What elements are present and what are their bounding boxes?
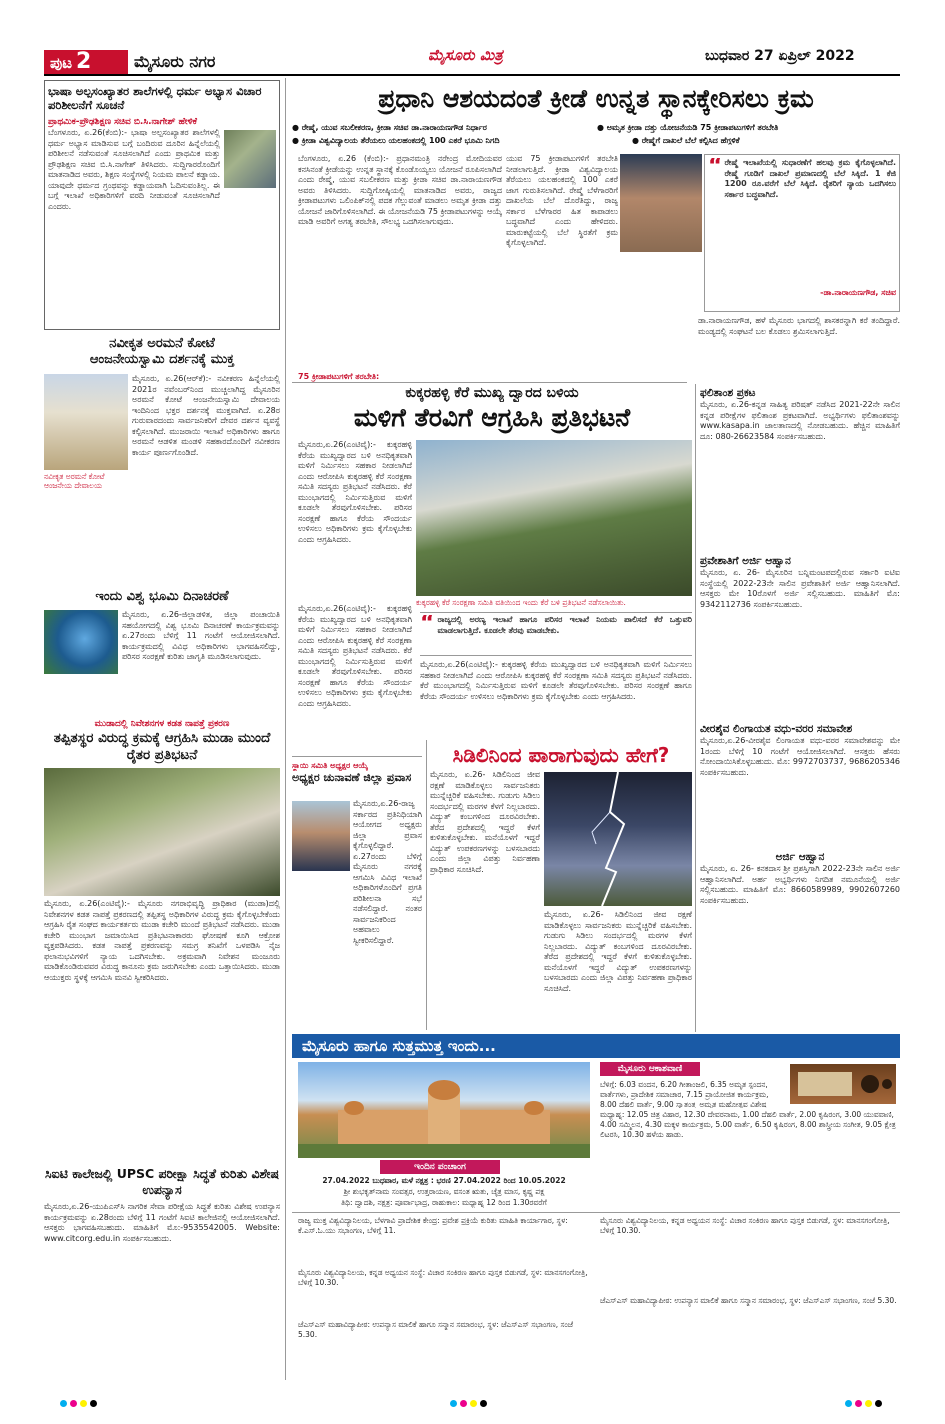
story-hanuman-temple [44, 336, 280, 586]
notice-body-matrimony: ಮೈಸೂರು,ಏ.26-ವೀರಶೈವ ಲಿಂಗಾಯತ ವಧು-ವರರ ಸಮಾವೇಶವನ್ನು ಮೇ 1ರಂದು ಬೆಳಿಗ್ಗೆ 10 ಗಂಟೆಗೆ ಆಯೋಜಿಸಲಾಗಿದೆ. ಆಸಕ್ತರು ಹೆಸರು ನೋಂದಾಯಿಸಿಕೊಳ್ಳಬಹುದು. ಮೊ: 9972703737, 9686205346 ಸಂಪರ್ಕಿಸಬಹುದು. [700, 736, 900, 777]
story-language-minority-schools [44, 80, 280, 330]
story-subheadline: ಪ್ರಾಥಮಿಕ-ಪ್ರೌಢಶಿಕ್ಷಣ ಸಚಿವ ಬಿ.ಸಿ.ನಾಗೇಶ್ ಹೇಳಿಕೆ [48, 117, 198, 127]
notice-body-application: ಮೈಸೂರು, ಏ. 26- ಕನಕದಾಸ ಶ್ರೀ ಪ್ರಶಸ್ತಿಗಾಗಿ 2022-23ನೇ ಸಾಲಿನ ಅರ್ಜಿ ಆಹ್ವಾನಿಸಲಾಗಿದೆ. ಅರ್ಹ ಅಭ್ಯರ್ಥಿಗಳು ನಿಗದಿತ ನಮೂನೆಯಲ್ಲಿ ಅರ್ಜಿ ಸಲ್ಲಿಸಬಹುದು. ಮಾಹಿತಿಗೆ ಮೊ: 8660589989, 9902607260 ಸಂಪರ್ಕಿಸಬಹುದು. [700, 864, 900, 905]
column-divider [695, 384, 696, 1032]
story-body: ಮೈಸೂರು,ಏ.26-ಯುಪಿಎಸ್‌ಸಿ ನಾಗರಿಕ ಸೇವಾ ಪರೀಕ್ಷೆಯ ಸಿದ್ಧತೆ ಕುರಿತು ವಿಶೇಷ ಉಪನ್ಯಾಸ ಕಾರ್ಯಕ್ರಮವನ್ನು ಏ.28ರಂದು ಬೆಳಿಗ್ಗೆ 11 ಗಂಟೆಗೆ ಸಿಐಟಿ ಕಾಲೇಜಿನಲ್ಲಿ ಆಯೋಜಿಸಲಾಗಿದೆ. ಆಸಕ್ತರು ಭಾಗವಹಿಸಬಹುದು. ಮಾಹಿತಿಗೆ ಮೊ:-9535542005. Website: www.citcorg.edu.in ಸಂಪರ್ಕಿಸಬಹುದು. [44, 1202, 280, 1243]
story-headline: ಅಧ್ಯಕ್ಷರ ಚುನಾವಣೆ ಜಿಲ್ಲಾ ಪ್ರವಾಸ [292, 771, 412, 784]
bullet-text: ಕ್ರೀಡಾ ವಿಶ್ವವಿದ್ಯಾಲಯ ತೆರೆಯಲು ಯಲಹಂಕದಲ್ಲಿ 100 ಎಕರೆ ಭೂಮಿ ನಿಗದಿ [301, 136, 500, 145]
story-lightning [430, 742, 692, 1032]
notices-column [700, 386, 900, 1032]
bullet-text: ರೇಷ್ಮೆಗೆ ದಾಖಲೆ ಬೆಲೆ ಕಲ್ಪಿಸಿದ ಹೆಗ್ಗಳಿಕೆ [641, 136, 740, 145]
lead-continuation: ಡಾ.ನಾರಾಯಣಗೌಡ, ಹಳೆ ಮೈಸೂರು ಭಾಗದಲ್ಲಿ ಶಾಸಕರನ್ನಾಗಿ ಕರೆ ತಂದಿದ್ದಾರೆ. ಮಂಡ್ಯದಲ್ಲಿ ಸಂಘಟನೆ ಬಲ ಕೊಡಲು ಶ್ರಮಿಸಲಾಗುತ್ತಿದೆ. [698, 316, 900, 336]
protest-kicker: ಕುಕ್ಕರಹಳ್ಳಿ ಕೆರೆ ಮುಖ್ಯ ದ್ವಾರದ ಬಳಿಯ [405, 385, 579, 401]
story-headline-line2: ಆಂಜನೇಯಸ್ವಾಮಿ ದರ್ಶನಕ್ಕೆ ಮುಕ್ತ [89, 352, 235, 367]
registration-marks-center [450, 1400, 487, 1407]
panchanga-line-2: ಶ್ರೀ ಶುಭಕೃತ್‌ನಾಮ ಸಂವತ್ಸರ, ಉತ್ತರಾಯಣ, ವಸಂತ ಋತು, ಚೈತ್ರ ಮಾಸ, ಕೃಷ್ಣ ಪಕ್ಷ [343, 1187, 545, 1196]
registration-marks-right [845, 1400, 882, 1407]
story-headline: ಸಿಡಿಲಿನಿಂದ ಪಾರಾಗುವುದು ಹೇಗೆ? [452, 743, 670, 767]
section-title: ಮೈಸೂರು ನಗರ [134, 52, 216, 71]
bullet-text: ಅಮೃತ ಕ್ರೀಡಾ ದತ್ತು ಯೋಜನೆಯಡಿ 75 ಕ್ರೀಡಾಪಟುಗಳಿಗೆ ತರಬೇತಿ [606, 123, 779, 132]
protest-headline: ಮಳಿಗೆ ತೆರವಿಗೆ ಆಗ್ರಹಿಸಿ ಪ್ರತಿಭಟನೆ [353, 403, 631, 432]
lead-bullets [292, 122, 900, 152]
story-headline: ಇಂದು ವಿಶ್ವ ಭೂಮಿ ದಿನಾಚರಣೆ [95, 589, 229, 604]
notice-body-admission: ಮೈಸೂರು, ಏ. 26- ಮೈಸೂರಿನ ಬನ್ನಿಮಂಟಪದಲ್ಲಿರುವ ಸರ್ಕಾರಿ ಐಟಿಐ ಸಂಸ್ಥೆಯಲ್ಲಿ 2022-23ನೇ ಸಾಲಿನ ಪ್ರವೇಶಾತಿಗೆ ಅರ್ಜಿ ಆಹ್ವಾನಿಸಲಾಗಿದೆ. ಆಸಕ್ತರು ಮೇ 10ರೊಳಗೆ ಅರ್ಜಿ ಸಲ್ಲಿಸಬಹುದು. ಮಾಹಿತಿಗೆ ಮೊ: 9342112736 ಸಂಪರ್ಕಿಸಬಹುದು. [700, 568, 900, 609]
protest-body-cont2: ಮೈಸೂರು,ಏ.26(ಎಂಟಿವೈ):- ಕುಕ್ಕರಹಳ್ಳಿ ಕೆರೆಯ ಮುಖ್ಯದ್ವಾರದ ಬಳಿ ಅನಧಿಕೃತವಾಗಿ ಮಳಿಗೆ ನಿರ್ಮಿಸಲು ಸಹಕಾರ ನೀಡಲಾಗಿದೆ ಎಂದು ಆರೋಪಿಸಿ ಕುಕ್ಕರಹಳ್ಳಿ ಕೆರೆ ಸಂರಕ್ಷಣಾ ಸಮಿತಿ ಸದಸ್ಯರು ಪ್ರತಿಭಟನೆ ನಡೆಸಿದರು. ಕೆರೆ ಮುಂಭಾಗದಲ್ಲಿ ನಿರ್ಮಿಸುತ್ತಿರುವ ಮಳಿಗೆ ಕೂಡಲೇ ತೆರವುಗೊಳಿಸಬೇಕು. ಪರಿಸರ ಸಂರಕ್ಷಣೆ ಹಾಗೂ ಕೆರೆಯ ಸೌಂದರ್ಯ ಉಳಿಸಲು ಅಧಿಕಾರಿಗಳು ಕ್ರಮ ಕೈಗೊಳ್ಳಬೇಕು ಎಂದು ಆಗ್ರಹಿಸಿದರು. [420, 660, 692, 701]
story-headline: ಭಾಷಾ ಅಲ್ಪಸಂಖ್ಯಾತರ ಶಾಲೆಗಳಲ್ಲಿ ಧರ್ಮ ಅಭ್ಯಾಸ ವಿಚಾರ ಪರಿಶೀಲನೆಗೆ ಸೂಚನೆ [48, 84, 262, 112]
palace-illustration-icon [298, 1062, 590, 1158]
page-label: ಪುಟ [50, 54, 73, 72]
quote-mark-icon: “ [420, 615, 435, 633]
column-divider [285, 78, 286, 1380]
event-listing-4: ಮೈಸೂರು ವಿಶ್ವವಿದ್ಯಾನಿಲಯ, ಕನ್ನಡ ಅಧ್ಯಯನ ಸಂಸ್ಥೆ: ವಿಚಾರ ಸಂಕಿರಣ ಹಾಗೂ ಪುಸ್ತಕ ಬಿಡುಗಡೆ, ಸ್ಥಳ: ಮಾನಸಗಂಗೋತ್ರಿ, ಬೆಳಿಗ್ಗೆ 10.30. [600, 1216, 890, 1235]
story-body: ಮೈಸೂರು, ಏ.26(ಎಂಟಿವೈ):- ಮೈಸೂರು ನಗರಾಭಿವೃದ್ಧಿ ಪ್ರಾಧಿಕಾರ (ಮುಡಾ)ದಲ್ಲಿ ನಿವೇಶನಗಳ ಕಡತ ನಾಪತ್ತೆ ಪ್ರಕರಣದಲ್ಲಿ ತಪ್ಪಿತಸ್ಥ ಅಧಿಕಾರಿಗಳ ವಿರುದ್ಧ ಕ್ರಮ ಕೈಗೊಳ್ಳಬೇಕೆಂದು ಆಗ್ರಹಿಸಿ ರೈತ ಸಂಘದ ಕಾರ್ಯಕರ್ತರು ಮುಡಾ ಕಚೇರಿ ಮುಂದೆ ಪ್ರತಿಭಟನೆ ನಡೆಸಿದರು. ಮುಡಾ ಕಚೇರಿ ಮುಂಭಾಗ ಜಮಾಯಿಸಿದ ಪ್ರತಿಭಟನಾಕಾರರು ಘೋಷಣೆ ಕೂಗಿ ಆಕ್ರೋಶ ವ್ಯಕ್ತಪಡಿಸಿದರು. ಕಡತ ನಾಪತ್ತೆ ಪ್ರಕರಣವನ್ನು ಸಮಗ್ರ ತನಿಖೆಗೆ ಒಳಪಡಿಸಿ ನೈಜ ಫಲಾನುಭವಿಗಳಿಗೆ ನ್ಯಾಯ ಒದಗಿಸಬೇಕು. ಅಕ್ರಮವಾಗಿ ನಿವೇಶನ ಮಂಜೂರು ಮಾಡಿಕೊಂಡಿರುವವರ ವಿರುದ್ಧ ಕಾನೂನು ಕ್ರಮ ಜರುಗಿಸಬೇಕು ಎಂದು ಒತ್ತಾಯಿಸಿದರು. ಮುಡಾ ಆಯುಕ್ತರು ಸ್ಥಳಕ್ಕೆ ಆಗಮಿಸಿ ಮನವಿ ಸ್ವೀಕರಿಸಿದರು. [44, 899, 280, 982]
protest-photo-caption: ಕುಕ್ಕರಹಳ್ಳಿ ಕೆರೆ ಸಂರಕ್ಷಣಾ ಸಮಿತಿ ವತಿಯಿಂದ ಇಂದು ಕೆರೆ ಬಳಿ ಪ್ರತಿಭಟನೆ ನಡೆಸಲಾಯಿತು. [416, 598, 626, 607]
story-body: ಮೈಸೂರು, ಏ.26(ಆರ್‌ಕೆ):- ನವೀಕರಣ ಹಿನ್ನೆಲೆಯಲ್ಲಿ 2021ರ ನವೆಂಬರ್‌ನಿಂದ ಮುಚ್ಚಲಾಗಿದ್ದ ಮೈಸೂರಿನ ಅರಮನೆ ಕೋಟೆ ಆಂಜನೇಯಸ್ವಾಮಿ ದೇವಾಲಯ ಇಂದಿನಿಂದ ಭಕ್ತರ ದರ್ಶನಕ್ಕೆ ಮುಕ್ತವಾಗಿದೆ. ಏ.28ರ ಗುರುವಾರದಂದು ಸಾರ್ವಜನಿಕರಿಗೆ ದೇವರ ದರ್ಶನ ವ್ಯವಸ್ಥೆ ಕಲ್ಪಿಸಲಾಗಿದೆ. ಮುಜರಾಯಿ ಇಲಾಖೆ ಅಧಿಕಾರಿಗಳು ಹಾಗೂ ಅರಮನೆ ಆಡಳಿತ ಮಂಡಳಿ ಸಹಕಾರದೊಂದಿಗೆ ನವೀಕರಣ ಕಾರ್ಯ ಪೂರ್ಣಗೊಂಡಿದೆ. [132, 374, 280, 457]
lightning-bolt-icon [544, 772, 692, 906]
column-divider [426, 740, 427, 1030]
lead-bullet-1: ● ರೇಷ್ಮೆ, ಯುವ ಸಬಲೀಕರಣ, ಕ್ರೀಡಾ ಸಚಿವ ಡಾ.ನಾರಾಯಣಗೌಡ ನಿರ್ಧಾರ [292, 123, 487, 132]
story-body: ಮೈಸೂರು,ಏ.26-ರಾಜ್ಯ ಸರ್ಕಾರದ ಪ್ರತಿನಿಧಿಯಾಗಿ ಆಯೋಗದ ಅಧ್ಯಕ್ಷರು ಜಿಲ್ಲಾ ಪ್ರವಾಸ ಕೈಗೊಳ್ಳಲಿದ್ದಾರೆ. ಏ.27ರಂದು ಬೆಳಿಗ್ಗೆ ಮೈಸೂರು ನಗರಕ್ಕೆ ಆಗಮಿಸಿ ವಿವಿಧ ಇಲಾಖೆ ಅಧಿಕಾರಿಗಳೊಂದಿಗೆ ಪ್ರಗತಿ ಪರಿಶೀಲನಾ ಸಭೆ ನಡೆಸಲಿದ್ದಾರೆ. ನಂತರ ಸಾರ್ವಜನಿಕರಿಂದ ಅಹವಾಲು ಸ್ವೀಕರಿಸಲಿದ್ದಾರೆ. [353, 799, 422, 945]
page-number-badge [44, 50, 128, 74]
story-commission [292, 760, 422, 1040]
lead-bullet-4: ● ರೇಷ್ಮೆಗೆ ದಾಖಲೆ ಬೆಲೆ ಕಲ್ಪಿಸಿದ ಹೆಗ್ಗಳಿಕೆ [632, 136, 740, 145]
story-body: ಬೆಂಗಳೂರು, ಏ.26(ಕೆಂಬಿ):- ಭಾಷಾ ಅಲ್ಪಸಂಖ್ಯಾತರ ಶಾಲೆಗಳಲ್ಲಿ ಧರ್ಮ ಅಭ್ಯಾಸ ಮಾಡಿಸುವ ಬಗ್ಗೆ ಬಂದಿರುವ ದೂರಿನ ಹಿನ್ನೆಲೆಯಲ್ಲಿ ಪರಿಶೀಲನೆ ನಡೆಸುವಂತೆ ಸೂಚಿಸಲಾಗಿದೆ ಎಂದು ಪ್ರಾಥಮಿಕ ಮತ್ತು ಪ್ರೌಢಶಿಕ್ಷಣ ಸಚಿವ ಬಿ.ಸಿ.ನಾಗೇಶ್ ತಿಳಿಸಿದರು. ಸುದ್ದಿಗಾರರೊಂದಿಗೆ ಮಾತನಾಡಿದ ಅವರು, ಶಿಕ್ಷಣ ಸಂಸ್ಥೆಗಳಲ್ಲಿ ನಿಯಮ ಪಾಲನೆ ಕಡ್ಡಾಯ. ಯಾವುದೇ ಧರ್ಮದ ಗ್ರಂಥವನ್ನು ಕಡ್ಡಾಯವಾಗಿ ಓದಿಸುವಂತಿಲ್ಲ. ಈ ಬಗ್ಗೆ ಇಲಾಖೆ ಅಧಿಕಾರಿಗಳಿಗೆ ವರದಿ ನೀಡುವಂತೆ ಸೂಚಿಸಲಾಗಿದೆ ಎಂದರು. [48, 128, 220, 211]
today-banner: ಮೈಸೂರು ಹಾಗೂ ಸುತ್ತಮುತ್ತ ಇಂದು... [292, 1034, 900, 1058]
protest-body-cont: ಮೈಸೂರು,ಏ.26(ಎಂಟಿವೈ):- ಕುಕ್ಕರಹಳ್ಳಿ ಕೆರೆಯ ಮುಖ್ಯದ್ವಾರದ ಬಳಿ ಅನಧಿಕೃತವಾಗಿ ಮಳಿಗೆ ನಿರ್ಮಿಸಲು ಸಹಕಾರ ನೀಡಲಾಗಿದೆ ಎಂದು ಆರೋಪಿಸಿ ಕುಕ್ಕರಹಳ್ಳಿ ಕೆರೆ ಸಂರಕ್ಷಣಾ ಸಮಿತಿ ಸದಸ್ಯರು ಪ್ರತಿಭಟನೆ ನಡೆಸಿದರು. ಕೆರೆ ಮುಂಭಾಗದಲ್ಲಿ ನಿರ್ಮಿಸುತ್ತಿರುವ ಮಳಿಗೆ ಕೂಡಲೇ ತೆರವುಗೊಳಿಸಬೇಕು. ಪರಿಸರ ಸಂರಕ್ಷಣೆ ಹಾಗೂ ಕೆರೆಯ ಸೌಂದರ್ಯ ಉಳಿಸಲು ಅಧಿಕಾರಿಗಳು ಕ್ರಮ ಕೈಗೊಳ್ಳಬೇಕು ಎಂದು ಆಗ್ರಹಿಸಿದರು. [298, 604, 412, 708]
notice-body-results: ಮೈಸೂರು, ಏ.26-ಕನ್ನಡ ಸಾಹಿತ್ಯ ಪರಿಷತ್ ನಡೆಸಿದ 2021-22ನೇ ಸಾಲಿನ ಕನ್ನಡ ಪರೀಕ್ಷೆಗಳ ಫಲಿತಾಂಶ ಪ್ರಕಟವಾಗಿದೆ. ಅಭ್ಯರ್ಥಿಗಳು ಫಲಿತಾಂಶವನ್ನು www.kasapa.in ಜಾಲತಾಣದಲ್ಲಿ ನೋಡಬಹುದು. ಹೆಚ್ಚಿನ ಮಾಹಿತಿಗೆ ದೂ: 080-26623584 ಸಂಪರ್ಕಿಸಬಹುದು. [700, 400, 900, 441]
event-listing-5: ಜೆಎಸ್‌ಎಸ್ ಮಹಾವಿದ್ಯಾಪೀಠ: ಉಪನ್ಯಾಸ ಮಾಲಿಕೆ ಹಾಗೂ ಸನ್ಮಾನ ಸಮಾರಂಭ, ಸ್ಥಳ: ಜೆಎಸ್‌ಎಸ್ ಸಭಾಂಗಣ, ಸಂಜೆ 5.30. [600, 1296, 897, 1305]
panchanga-line-1: 27.04.2022 ಬುಧವಾರ, ಮಳೆ ನಕ್ಷತ್ರ : ಭರಣಿ 27.04.2022 ರಿಂದ 10.05.2022 [322, 1176, 566, 1185]
panchanga-line-3: ತಿಥಿ: ದ್ವಾದಶಿ, ನಕ್ಷತ್ರ: ಪೂರ್ವಾಭಾದ್ರ, ರಾಹುಕಾಲ: ಮಧ್ಯಾಹ್ನ 12 ರಿಂದ 1.30ರವರೆಗೆ [341, 1198, 547, 1207]
protest-quote: ರಾಜ್ಯದಲ್ಲಿ ಅರಣ್ಯ ಇಲಾಖೆ ಹಾಗೂ ಪರಿಸರ ಇಲಾಖೆ ನಿಯಮ ಪಾಲಿಸದೆ ಕೆರೆ ಒತ್ತುವರಿ ಮಾಡಲಾಗುತ್ತಿದೆ. ಕೂಡಲೇ ತೆರವು ಮಾಡಬೇಕು. [437, 615, 692, 635]
story-earth-day [44, 588, 280, 716]
lead-quote: ರೇಷ್ಮೆ ಇಲಾಖೆಯಲ್ಲಿ ಸುಧಾರಣೆಗೆ ಹಲವು ಕ್ರಮ ಕೈಗೊಳ್ಳಲಾಗಿದೆ. ರೇಷ್ಮೆ ಗೂಡಿಗೆ ದಾಖಲೆ ಪ್ರಮಾಣದಲ್ಲಿ ಬೆಲೆ ಸಿಕ್ಕಿದೆ. 1 ಕೆಜಿ 1200 ರೂ.ವರೆಗೆ ಬೆಲೆ ಸಿಕ್ಕಿದೆ. ರೈತರಿಗೆ ನ್ಯಾಯ ಒದಗಿಸಲು ಸರ್ಕಾರ ಬದ್ಧವಾಗಿದೆ. [724, 158, 896, 199]
story-headline: ಸಿಐಟಿ ಕಾಲೇಜಲ್ಲಿ UPSC ಪರೀಕ್ಷಾ ಸಿದ್ಧತೆ ಕುರಿತು ವಿಶೇಷ ಉಪನ್ಯಾಸ [45, 1166, 279, 1197]
lake-protest-photo [416, 440, 692, 596]
radio-title: ಮೈಸೂರು ಆಕಾಶವಾಣಿ [600, 1062, 700, 1076]
story-body-col1: ಮೈಸೂರು, ಏ.26- ಸಿಡಿಲಿನಿಂದ ಜೀವ ರಕ್ಷಣೆ ಮಾಡಿಕೊಳ್ಳಲು ಸಾರ್ವಜನಿಕರು ಮುನ್ನೆಚ್ಚರಿಕೆ ವಹಿಸಬೇಕು. ಗುಡುಗು ಸಿಡಿಲು ಸಂದರ್ಭದಲ್ಲಿ ಮರಗಳ ಕೆಳಗೆ ನಿಲ್ಲಬಾರದು. ವಿದ್ಯುತ್ ಕಂಬಗಳಿಂದ ದೂರವಿರಬೇಕು. ತೆರೆದ ಪ್ರದೇಶದಲ್ಲಿ ಇದ್ದರೆ ಕೆಳಗೆ ಕುಳಿತುಕೊಳ್ಳಬೇಕು. ಮನೆಯೊಳಗೆ ಇದ್ದರೆ ವಿದ್ಯುತ್ ಉಪಕರಣಗಳನ್ನು ಬಳಸಬಾರದು ಎಂದು ಜಿಲ್ಲಾ ವಿಪತ್ತು ನಿರ್ವಹಣಾ ಪ್ರಾಧಿಕಾರ ಸೂಚಿಸಿದೆ. [430, 770, 540, 874]
event-listing-3: ಜೆಎಸ್‌ಎಸ್ ಮಹಾವಿದ್ಯಾಪೀಠ: ಉಪನ್ಯಾಸ ಮಾಲಿಕೆ ಹಾಗೂ ಸನ್ಮಾನ ಸಮಾರಂಭ, ಸ್ಥಳ: ಜೆಎಸ್‌ಎಸ್ ಸಭಾಂಗಣ, ಸಂಜೆ 5.30. [298, 1320, 574, 1339]
story-upsc-lecture [44, 1166, 280, 1380]
notice-title-application: ಅರ್ಜಿ ಆಹ್ವಾನ [775, 851, 825, 863]
temple-photo [44, 374, 128, 470]
bullet-text: ರೇಷ್ಮೆ, ಯುವ ಸಬಲೀಕರಣ, ಕ್ರೀಡಾ ಸಚಿವ ಡಾ.ನಾರಾಯಣಗೌಡ ನಿರ್ಧಾರ [301, 123, 487, 132]
lead-bullet-3: ● ಕ್ರೀಡಾ ವಿಶ್ವವಿದ್ಯಾಲಯ ತೆರೆಯಲು ಯಲಹಂಕದಲ್ಲಿ 100 ಎಕರೆ ಭೂಮಿ ನಿಗದಿ [292, 136, 500, 145]
radio-icon [790, 1064, 896, 1104]
registration-marks-left [60, 1400, 97, 1407]
masthead-logo: ಮೈಸೂರು ಮಿತ್ರ [428, 46, 503, 64]
minister-portrait [224, 130, 276, 188]
protest-body: ಮೈಸೂರು,ಏ.26(ಎಂಟಿವೈ):- ಕುಕ್ಕರಹಳ್ಳಿ ಕೆರೆಯ ಮುಖ್ಯದ್ವಾರದ ಬಳಿ ಅನಧಿಕೃತವಾಗಿ ಮಳಿಗೆ ನಿರ್ಮಿಸಲು ಸಹಕಾರ ನೀಡಲಾಗಿದೆ ಎಂದು ಆರೋಪಿಸಿ ಕುಕ್ಕರಹಳ್ಳಿ ಕೆರೆ ಸಂರಕ್ಷಣಾ ಸಮಿತಿ ಸದಸ್ಯರು ಪ್ರತಿಭಟನೆ ನಡೆಸಿದರು. ಕೆರೆ ಮುಂಭಾಗದಲ್ಲಿ ನಿರ್ಮಿಸುತ್ತಿರುವ ಮಳಿಗೆ ಕೂಡಲೇ ತೆರವುಗೊಳಿಸಬೇಕು. ಪರಿಸರ ಸಂರಕ್ಷಣೆ ಹಾಗೂ ಕೆರೆಯ ಸೌಂದರ್ಯ ಉಳಿಸಲು ಅಧಿಕಾರಿಗಳು ಕ್ರಮ ಕೈಗೊಳ್ಳಬೇಕು ಎಂದು ಆಗ್ರಹಿಸಿದರು. [298, 440, 412, 544]
lead-tagline: 75 ಕ್ರೀಡಾಪಟುಗಳಿಗೆ ತರಬೇತಿ: [298, 372, 380, 381]
quote-attribution: -ಡಾ.ನಾರಾಯಣಗೌಡ, ಸಚಿವ [820, 288, 896, 297]
panchanga-title: ಇಂದಿನ ಪಂಚಾಂಗ [380, 1160, 500, 1174]
story-headline-line1: ನವೀಕೃತ ಅರಮನೆ ಕೋಟೆ [109, 336, 215, 351]
notice-title-matrimony: ವೀರಶೈವ ಲಿಂಗಾಯತ ವಧು-ವರರ ಸಮಾವೇಶ [700, 723, 853, 735]
radio-schedule-morning: ಬೆಳಿಗ್ಗೆ: 6.03 ವಂದನ, 6.20 ಗೀತಾಂಜಲಿ, 6.35 ಅಮೃತ ಸ್ಪಂದನ, ವಾರ್ತೆಗಳು, ಪ್ರಾದೇಶಿಕ ಸಮಾಚಾರ, 7.15 ಪ್ರಾಯೋಜಿತ ಕಾರ್ಯಕ್ರಮ, 8.00 ದೆಹಲಿ ವಾರ್ತೆ, 9.00 ಸ್ವಾತಂತ್ರ್ಯ ಅಮೃತ ಮಹೋತ್ಸವ ವಿಶೇಷ [600, 1080, 769, 1108]
lead-quote-box [704, 154, 900, 312]
protest-photo [44, 768, 280, 896]
notice-title-results: ಫಲಿತಾಂಶ ಪ್ರಕಟ [700, 387, 756, 399]
section-divider [292, 382, 687, 383]
story-body: ಮೈಸೂರು, ಏ.26-ಜಿಲ್ಲಾಡಳಿತ, ಜಿಲ್ಲಾ ಪಂಚಾಯಿತಿ ಸಹಯೋಗದಲ್ಲಿ ವಿಶ್ವ ಭೂಮಿ ದಿನಾಚರಣೆ ಕಾರ್ಯಕ್ರಮವನ್ನು ಏ.27ರಂದು ಬೆಳಿಗ್ಗೆ 11 ಗಂಟೆಗೆ ಆಯೋಜಿಸಲಾಗಿದೆ. ಕಾರ್ಯಕ್ರಮದಲ್ಲಿ ವಿವಿಧ ಅಧಿಕಾರಿಗಳು ಭಾಗವಹಿಸಲಿದ್ದು, ಪರಿಸರ ಸಂರಕ್ಷಣೆ ಕುರಿತು ಜಾಗೃತಿ ಮೂಡಿಸಲಾಗುವುದು. [122, 610, 280, 661]
event-listing-2: ಮೈಸೂರು ವಿಶ್ವವಿದ್ಯಾನಿಲಯ, ಕನ್ನಡ ಅಧ್ಯಯನ ಸಂಸ್ಥೆ: ವಿಚಾರ ಸಂಕಿರಣ ಹಾಗೂ ಪುಸ್ತಕ ಬಿಡುಗಡೆ, ಸ್ಥಳ: ಮಾನಸಗಂಗೋತ್ರಿ, ಬೆಳಿಗ್ಗೆ 10.30. [298, 1268, 588, 1287]
story-kicker: ಸ್ಥಾಯಿ ಸಮಿತಿ ಅಧ್ಯಕ್ಷರ ಆಯ್ಕೆ [292, 761, 369, 770]
story-body-col2: ಮೈಸೂರು, ಏ.26- ಸಿಡಿಲಿನಿಂದ ಜೀವ ರಕ್ಷಣೆ ಮಾಡಿಕೊಳ್ಳಲು ಸಾರ್ವಜನಿಕರು ಮುನ್ನೆಚ್ಚರಿಕೆ ವಹಿಸಬೇಕು. ಗುಡುಗು ಸಿಡಿಲು ಸಂದರ್ಭದಲ್ಲಿ ಮರಗಳ ಕೆಳಗೆ ನಿಲ್ಲಬಾರದು. ವಿದ್ಯುತ್ ಕಂಬಗಳಿಂದ ದೂರವಿರಬೇಕು. ತೆರೆದ ಪ್ರದೇಶದಲ್ಲಿ ಇದ್ದರೆ ಕೆಳಗೆ ಕುಳಿತುಕೊಳ್ಳಬೇಕು. ಮನೆಯೊಳಗೆ ಇದ್ದರೆ ವಿದ್ಯುತ್ ಉಪಕರಣಗಳನ್ನು ಬಳಸಬಾರದು ಎಂದು ಜಿಲ್ಲಾ ವಿಪತ್ತು ನಿರ್ವಹಣಾ ಪ್ರಾಧಿಕಾರ ಸೂಚಿಸಿದೆ. [544, 910, 692, 993]
protest-quote-box [420, 612, 692, 656]
lead-body-col2: ಯುವ 75 ಕ್ರೀಡಾಪಟುಗಳಿಗೆ ತರಬೇತಿ ನೀಡಲಾಗುತ್ತಿದೆ. ಕ್ರೀಡಾ ವಿಶ್ವವಿದ್ಯಾಲಯ ತೆರೆಯಲು ಯಲಹಂಕದಲ್ಲಿ 100 ಎಕರೆ ಜಾಗ ಗುರುತಿಸಲಾಗಿದೆ. ರೇಷ್ಮೆ ಬೆಳೆಗಾರರಿಗೆ ದಾಖಲೆಯ ಬೆಲೆ ದೊರೆತಿದ್ದು, ರಾಜ್ಯ ಸರ್ಕಾರ ಬೆಳೆಗಾರರ ಹಿತ ಕಾಪಾಡಲು ಬದ್ಧವಾಗಿದೆ ಎಂದು ಹೇಳಿದರು. ಮಾರುಕಟ್ಟೆಯಲ್ಲಿ ಬೆಲೆ ಸ್ಥಿರತೆಗೆ ಕ್ರಮ ಕೈಗೊಳ್ಳಲಾಗಿದೆ. [506, 154, 618, 247]
lead-headline-box [292, 78, 900, 122]
story-kicker: ಮುಡಾದಲ್ಲಿ ನಿವೇಶನಗಳ ಕಡತ ನಾಪತ್ತೆ ಪ್ರಕರಣ [94, 719, 230, 729]
page-number: 2 [76, 49, 92, 74]
lightning-photo [544, 772, 692, 906]
lead-bullet-2: ● ಅಮೃತ ಕ್ರೀಡಾ ದತ್ತು ಯೋಜನೆಯಡಿ 75 ಕ್ರೀಡಾಪಟುಗಳಿಗೆ ತರಬೇತಿ [597, 123, 779, 132]
lead-headline: ಪ್ರಧಾನಿ ಆಶಯದಂತೆ ಕ್ರೀಡೆ ಉನ್ನತ ಸ್ಥಾನಕ್ಕೇರಿಸಲು ಕ್ರಮ [378, 84, 814, 113]
quote-mark-icon: “ [708, 158, 723, 176]
minister-photo [620, 154, 702, 252]
protest-headline-box [292, 384, 692, 438]
section-divider [292, 1212, 900, 1213]
temple-caption: ನವೀಕೃತ ಅರಮನೆ ಕೋಟೆ ಆಂಜನೇಯ ದೇವಾಲಯ [44, 472, 105, 490]
section-divider [292, 756, 422, 757]
earth-photo [44, 610, 118, 674]
notice-title-admission: ಪ್ರವೇಶಾತಿಗೆ ಅರ್ಜಿ ಆಹ್ವಾನ [700, 555, 791, 567]
radio-schedule-afternoon: ಮಧ್ಯಾಹ್ನ: 12.05 ಚಿತ್ರ ವಿಹಾರ, 12.30 ದೇವರನಾಮ, 1.00 ದೆಹಲಿ ವಾರ್ತೆ, 2.00 ಕೃಷಿರಂಗ, 3.00 ಯುವವಾಣಿ, 4.00 ಸಮ್ಮಿಲನ, 4.30 ಮಕ್ಕಳ ಕಾರ್ಯಕ್ರಮ, 5.00 ವಾರ್ತೆ, 6.50 ಕೃಷಿರಂಗ, 8.00 ಶಾಸ್ತ್ರೀಯ ಸಂಗೀತ, 9.05 ಕ್ಷೇತ್ರ ಲಿಟರಸಿ, 10.30 ಹಳೆಯ ಹಾಡು. [600, 1110, 896, 1139]
issue-date: ಬುಧವಾರ 27 ಏಪ್ರಿಲ್ 2022 [705, 48, 855, 64]
story-headline: ತಪ್ಪಿತಸ್ಥರ ವಿರುದ್ಧ ಕ್ರಮಕ್ಕೆ ಆಗ್ರಹಿಸಿ ಮುಡಾ ಮುಂದೆ ರೈತರ ಪ್ರತಿಭಟನೆ [53, 730, 271, 763]
palace-photo [298, 1062, 590, 1158]
event-listing-1: ರಾಜ್ಯ ಮುಕ್ತ ವಿಶ್ವವಿದ್ಯಾನಿಲಯ, ಬೆಳಗಾವಿ ಪ್ರಾದೇಶಿಕ ಕೇಂದ್ರ: ಪ್ರವೇಶ ಪ್ರಕ್ರಿಯೆ ಕುರಿತು ಮಾಹಿತಿ ಕಾರ್ಯಾಗಾರ, ಸ್ಥಳ: ಕೆ.ಎಸ್.ಓ.ಯು ಸಭಾಂಗಣ, ಬೆಳಿಗ್ಗೆ 11. [298, 1216, 568, 1235]
header-rule [44, 74, 900, 76]
lead-body-col1: ಬೆಂಗಳೂರು, ಏ.26 (ಕೆಂಬಿ):- ಪ್ರಧಾನಮಂತ್ರಿ ನರೇಂದ್ರ ಮೋದಿಯವರ ಕನಸಿನಂತೆ ಕ್ರೀಡೆಯನ್ನು ಉನ್ನತ ಸ್ಥಾನಕ್ಕೆ ಕೊಂಡೊಯ್ಯಲು ಯೋಜನೆ ರೂಪಿಸಲಾಗಿದೆ ಎಂದು ರೇಷ್ಮೆ, ಯುವ ಸಬಲೀಕರಣ ಮತ್ತು ಕ್ರೀಡಾ ಸಚಿವ ಡಾ.ನಾರಾಯಣಗೌಡ ಅವರು ತಿಳಿಸಿದರು. ಸುದ್ದಿಗೋಷ್ಠಿಯಲ್ಲಿ ಮಾತನಾಡಿದ ಅವರು, ರಾಜ್ಯದ ಕ್ರೀಡಾಪಟುಗಳು ಒಲಿಂಪಿಕ್‌ನಲ್ಲಿ ಪದಕ ಗೆಲ್ಲುವಂತೆ ಮಾಡಲು ಅಮೃತ ಕ್ರೀಡಾ ದತ್ತು ಯೋಜನೆ ಜಾರಿಗೊಳಿಸಲಾಗಿದೆ. ಈ ಯೋಜನೆಯಡಿ 75 ಕ್ರೀಡಾಪಟುಗಳನ್ನು ಆಯ್ಕೆ ಮಾಡಿ ಅವರಿಗೆ ಅಗತ್ಯ ತರಬೇತಿ, ಸೌಲಭ್ಯ ಒದಗಿಸಲಾಗುವುದು. [298, 154, 502, 226]
official-portrait [292, 801, 350, 871]
story-muda-protest [44, 718, 280, 1058]
